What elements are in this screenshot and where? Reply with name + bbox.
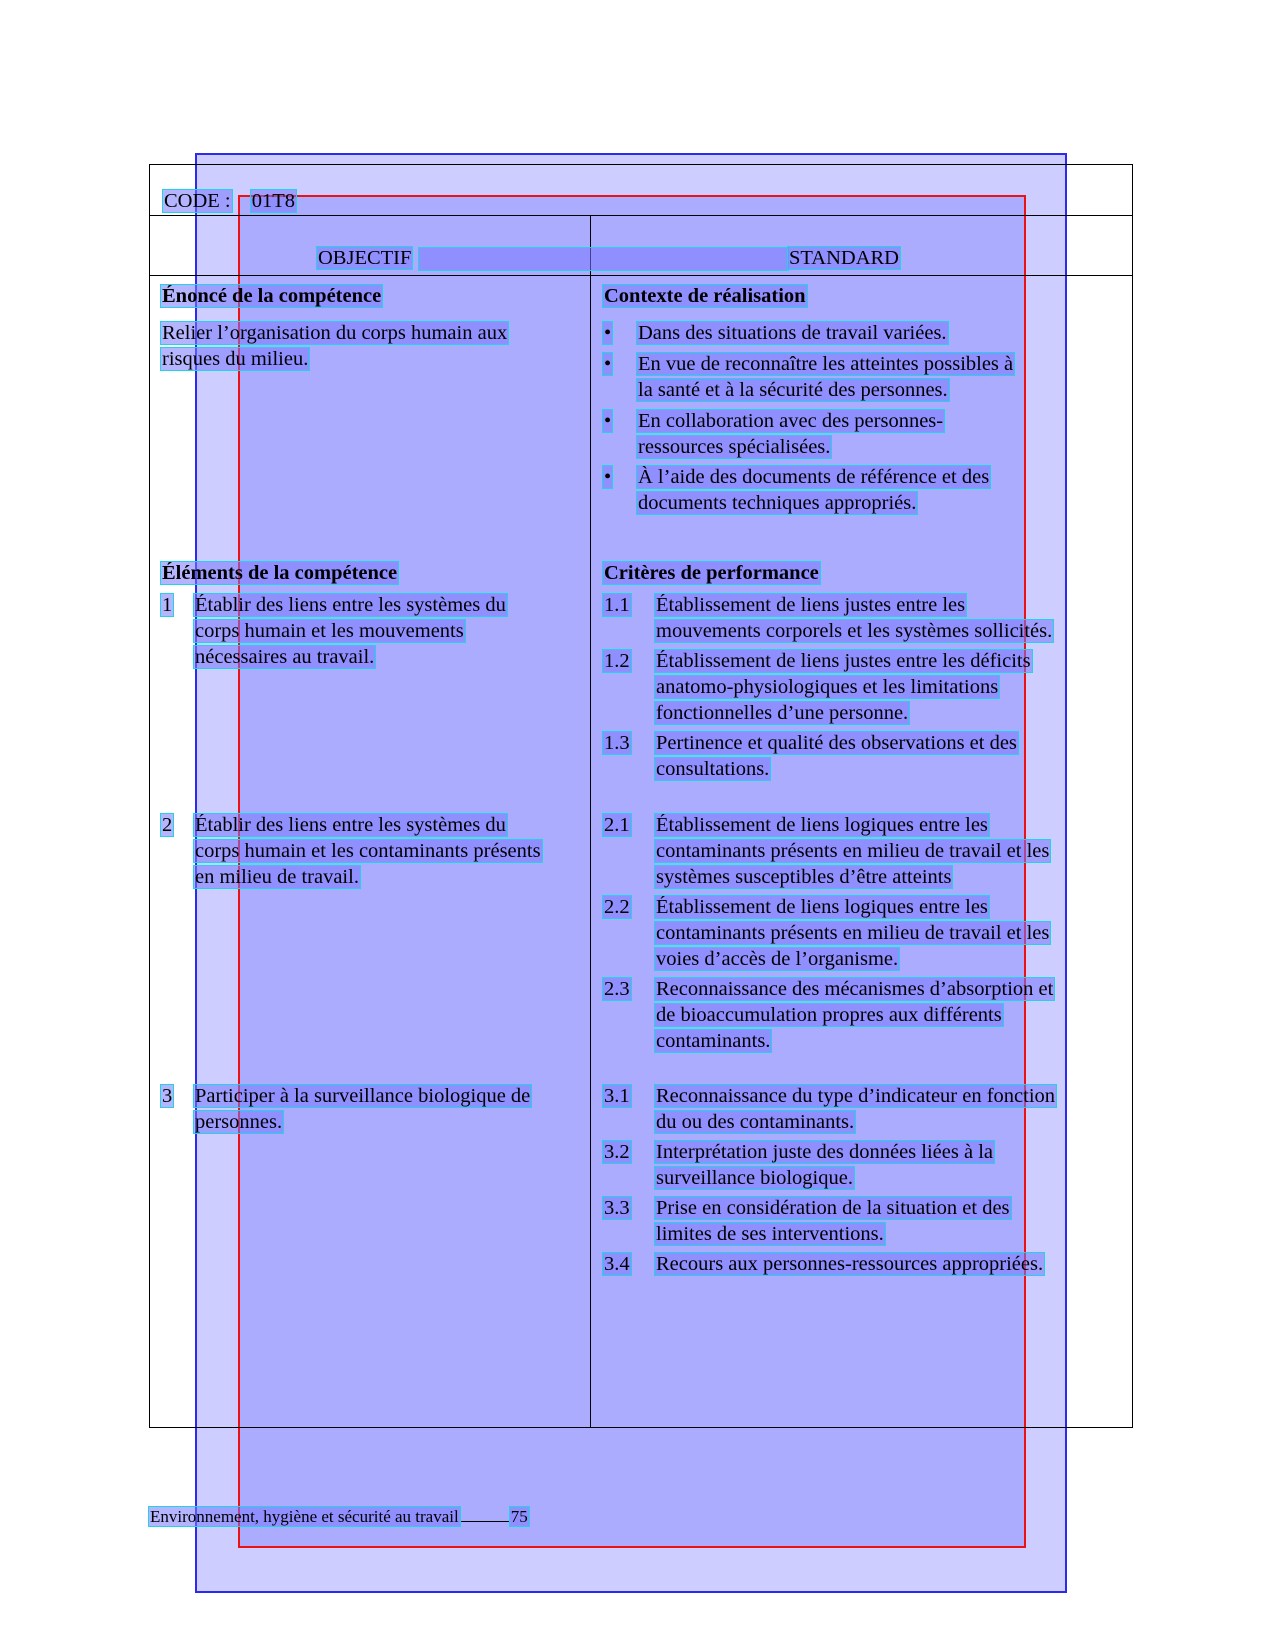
critere-text: Reconnaissance des mécanismes d’absorption et bbox=[656, 978, 1054, 1000]
code-value: 01T8 bbox=[251, 190, 296, 212]
critere-3-3-line-1 bbox=[655, 1195, 1011, 1221]
enonce-line-2 bbox=[161, 346, 309, 372]
element-text: en milieu de travail. bbox=[195, 866, 359, 888]
critere-3-4-line-1 bbox=[655, 1251, 1044, 1277]
code-row-divider bbox=[149, 215, 1133, 216]
critere-text: fonctionnelles d’une personne. bbox=[656, 702, 909, 724]
critere-number: 2.3 bbox=[604, 978, 630, 1000]
critere-text: de bioaccumulation propres aux différents bbox=[656, 1004, 1002, 1026]
contexte-item-3-line-2 bbox=[637, 434, 831, 460]
contexte-text: En vue de reconnaître les atteintes possibles à bbox=[638, 353, 1014, 375]
critere-text: contaminants. bbox=[656, 1030, 771, 1052]
critere-1-1-line-1 bbox=[655, 592, 966, 618]
critere-3-1-line-2 bbox=[655, 1109, 855, 1135]
critere-3-3-number bbox=[603, 1195, 631, 1221]
contexte-text: À l’aide des documents de référence et des bbox=[638, 466, 990, 488]
critere-1-3-line-2 bbox=[655, 756, 770, 782]
enonce-title bbox=[161, 283, 382, 309]
contexte-bullet-2 bbox=[603, 351, 612, 377]
critere-3-2-number bbox=[603, 1139, 631, 1165]
critere-1-2-number bbox=[603, 648, 631, 674]
critere-number: 1.1 bbox=[604, 594, 630, 616]
contexte-item-4-line-2 bbox=[637, 490, 917, 516]
critere-3-2-line-2 bbox=[655, 1165, 854, 1191]
critere-1-3-line-1 bbox=[655, 730, 1018, 756]
critere-3-2-line-1 bbox=[655, 1139, 994, 1165]
critere-text: contaminants présents en milieu de travail et les bbox=[656, 840, 1050, 862]
contexte-bullet-4 bbox=[603, 464, 612, 490]
critere-2-3-line-2 bbox=[655, 1002, 1003, 1028]
critere-text: anatomo-physiologiques et les limitations bbox=[656, 676, 999, 698]
element-1-line-2 bbox=[194, 618, 465, 644]
element-text: corps humain et les contaminants présents bbox=[195, 840, 541, 862]
element-text: Établir des liens entre les systèmes du bbox=[195, 814, 506, 836]
header-objectif bbox=[317, 245, 412, 271]
critere-2-3-number bbox=[603, 976, 631, 1002]
critere-number: 3.1 bbox=[604, 1085, 630, 1107]
code-row bbox=[163, 188, 296, 214]
critere-3-1-number bbox=[603, 1083, 631, 1109]
header-objectif-label: OBJECTIF bbox=[318, 247, 412, 269]
footer-leader bbox=[460, 1521, 510, 1522]
footer-page-number: 75 bbox=[510, 1507, 528, 1526]
header-standard-label: STANDARD bbox=[789, 247, 899, 269]
element-3-line-2 bbox=[194, 1109, 283, 1135]
enonce-text-1: Relier l’organisation du corps humain aux bbox=[162, 322, 508, 344]
contexte-item-1-line-1 bbox=[637, 320, 948, 346]
element-text: personnes. bbox=[195, 1111, 283, 1133]
critere-text: Établissement de liens justes entre les bbox=[656, 594, 966, 616]
critere-2-1-line-3 bbox=[655, 864, 952, 890]
contexte-title-text: Contexte de réalisation bbox=[604, 285, 806, 307]
element-1-line-3 bbox=[194, 644, 375, 670]
page-footer bbox=[149, 1504, 529, 1530]
critere-1-2-line-1 bbox=[655, 648, 1032, 674]
bullet-icon: • bbox=[604, 322, 612, 344]
contexte-text: documents techniques appropriés. bbox=[638, 492, 917, 514]
element-3-line-1 bbox=[194, 1083, 531, 1109]
contexte-text: Dans des situations de travail variées. bbox=[638, 322, 947, 344]
critere-number: 3.4 bbox=[604, 1253, 630, 1275]
critere-1-2-line-2 bbox=[655, 674, 999, 700]
critere-number: 3.3 bbox=[604, 1197, 630, 1219]
column-divider bbox=[590, 215, 591, 1428]
element-2-line-1 bbox=[194, 812, 507, 838]
element-number: 3 bbox=[162, 1085, 173, 1107]
critere-3-1-line-1 bbox=[655, 1083, 1056, 1109]
element-text: corps humain et les mouvements bbox=[195, 620, 464, 642]
contexte-bullet-3 bbox=[603, 408, 612, 434]
contexte-item-2-line-2 bbox=[637, 377, 949, 403]
critere-text: Recours aux personnes-ressources appropriées. bbox=[656, 1253, 1044, 1275]
contexte-text: En collaboration avec des personnes- bbox=[638, 410, 944, 432]
contexte-item-3-line-1 bbox=[637, 408, 944, 434]
critere-text: Prise en considération de la situation et des bbox=[656, 1197, 1010, 1219]
critere-text: Établissement de liens logiques entre les bbox=[656, 814, 988, 836]
header-standard bbox=[788, 245, 900, 271]
critere-3-3-line-2 bbox=[655, 1221, 885, 1247]
contexte-item-2-line-1 bbox=[637, 351, 1014, 377]
critere-2-2-line-1 bbox=[655, 894, 989, 920]
header-row-divider bbox=[149, 275, 1133, 276]
element-2-line-3 bbox=[194, 864, 360, 890]
critere-text: du ou des contaminants. bbox=[656, 1111, 855, 1133]
critere-1-2-line-3 bbox=[655, 700, 909, 726]
element-1-line-1 bbox=[194, 592, 507, 618]
critere-2-2-number bbox=[603, 894, 631, 920]
bullet-icon: • bbox=[604, 410, 612, 432]
elements-title bbox=[161, 560, 398, 586]
criteres-title-text: Critères de performance bbox=[604, 562, 819, 584]
critere-text: Pertinence et qualité des observations et des bbox=[656, 732, 1017, 754]
critere-text: Établissement de liens logiques entre les bbox=[656, 896, 988, 918]
critere-text: limites de ses interventions. bbox=[656, 1223, 884, 1245]
bullet-icon: • bbox=[604, 353, 612, 375]
contexte-title bbox=[603, 283, 807, 309]
element-number: 2 bbox=[162, 814, 173, 836]
critere-2-2-line-3 bbox=[655, 946, 899, 972]
critere-2-3-line-3 bbox=[655, 1028, 771, 1054]
critere-number: 2.1 bbox=[604, 814, 630, 836]
code-label: CODE : bbox=[164, 190, 231, 212]
element-text: Participer à la surveillance biologique de bbox=[195, 1085, 531, 1107]
enonce-text-2: risques du milieu. bbox=[162, 348, 309, 370]
critere-number: 3.2 bbox=[604, 1141, 630, 1163]
critere-number: 1.2 bbox=[604, 650, 630, 672]
critere-3-4-number bbox=[603, 1251, 631, 1277]
element-text: nécessaires au travail. bbox=[195, 646, 375, 668]
elements-title-text: Éléments de la compétence bbox=[162, 562, 398, 584]
critere-text: consultations. bbox=[656, 758, 770, 780]
element-2-line-2 bbox=[194, 838, 542, 864]
element-3-number bbox=[161, 1083, 173, 1109]
critere-text: contaminants présents en milieu de travail et les bbox=[656, 922, 1050, 944]
critere-2-3-line-1 bbox=[655, 976, 1054, 1002]
header-highlight-band bbox=[419, 248, 788, 270]
critere-1-1-number bbox=[603, 592, 631, 618]
contexte-text: la santé et à la sécurité des personnes. bbox=[638, 379, 948, 401]
critere-text: mouvements corporels et les systèmes sollicités. bbox=[656, 620, 1053, 642]
critere-2-1-line-1 bbox=[655, 812, 989, 838]
critere-1-3-number bbox=[603, 730, 631, 756]
enonce-line-1 bbox=[161, 320, 508, 346]
critere-number: 1.3 bbox=[604, 732, 630, 754]
critere-2-1-line-2 bbox=[655, 838, 1050, 864]
critere-2-1-number bbox=[603, 812, 631, 838]
critere-text: systèmes susceptibles d’être atteints bbox=[656, 866, 952, 888]
critere-1-1-line-2 bbox=[655, 618, 1053, 644]
enonce-title-text: Énoncé de la compétence bbox=[162, 285, 382, 307]
element-1-number bbox=[161, 592, 173, 618]
footer-text: Environnement, hygiène et sécurité au travail bbox=[150, 1507, 459, 1526]
contexte-item-4-line-1 bbox=[637, 464, 990, 490]
critere-text: Établissement de liens justes entre les déficits bbox=[656, 650, 1031, 672]
criteres-title bbox=[603, 560, 820, 586]
critere-text: voies d’accès de l’organisme. bbox=[656, 948, 899, 970]
critere-text: surveillance biologique. bbox=[656, 1167, 853, 1189]
critere-2-2-line-2 bbox=[655, 920, 1050, 946]
critere-text: Reconnaissance du type d’indicateur en fonction bbox=[656, 1085, 1056, 1107]
critere-number: 2.2 bbox=[604, 896, 630, 918]
bullet-icon: • bbox=[604, 466, 612, 488]
contexte-bullet-1 bbox=[603, 320, 612, 346]
critere-text: Interprétation juste des données liées à la bbox=[656, 1141, 993, 1163]
element-2-number bbox=[161, 812, 173, 838]
element-text: Établir des liens entre les systèmes du bbox=[195, 594, 506, 616]
contexte-text: ressources spécialisées. bbox=[638, 436, 831, 458]
element-number: 1 bbox=[162, 594, 173, 616]
